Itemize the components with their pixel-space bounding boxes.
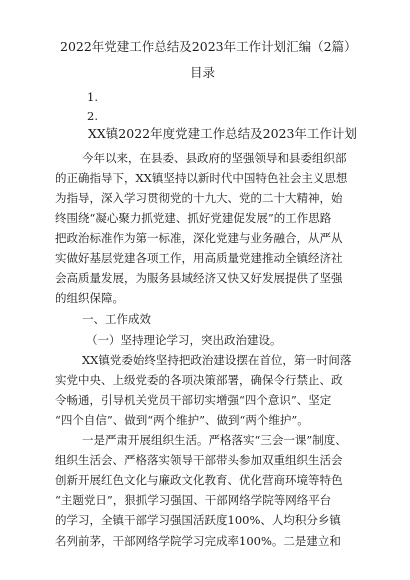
toc-item-1: 1. bbox=[87, 90, 98, 104]
body-line: 实党中央、上级党委的各项决策部署，确保令行禁止、政 bbox=[55, 373, 343, 387]
body-line: 终围绕“凝心聚力抓党建、抓好党建促发展”的工作思路 bbox=[55, 211, 332, 225]
heading-work-results: 一、工作成效 bbox=[82, 312, 151, 326]
section-title: XX镇2022年度党建工作总结及2023年工作计划 bbox=[88, 126, 357, 141]
body-line: 令畅通，引导机关党员干部切实增强“四个意识”、坚定 bbox=[55, 393, 332, 407]
body-line: 把政治标准作为第一标准，深化党建与业务融合，从严从 bbox=[55, 231, 343, 245]
toc-item-2: 2. bbox=[87, 109, 98, 123]
subheading-theory-study: （一）坚持理论学习，突出政治建设。 bbox=[86, 333, 282, 347]
body-line: 一是严肃开展组织生活。严格落实“三会一课”制度、 bbox=[82, 433, 347, 447]
toc-heading: 目录 bbox=[190, 65, 216, 80]
document-title: 2022年党建工作总结及2023年工作计划汇编（2篇） bbox=[60, 39, 357, 54]
body-line: 的正确指导下，XX镇坚持以新时代中国特色社会主义思想 bbox=[55, 171, 348, 185]
body-line: “主题党日”，狠抓学习强国、干部网络学院等网络平台 bbox=[55, 493, 332, 507]
body-line: 的学习，全镇干部学习强国活跃度100%、人均积分乡镇 bbox=[55, 513, 341, 527]
body-line: 名列前茅，干部网络学院学习完成率100%。二是建立和 bbox=[55, 534, 341, 548]
body-line: 今年以来，在县委、县政府的坚强领导和县委组织部 bbox=[82, 151, 347, 165]
body-line: “四个自信”、做到“两个维护”、做到“两个维护”。 bbox=[55, 413, 309, 427]
body-line: 会高质量发展，为服务县域经济又快又好发展提供了坚强 bbox=[55, 271, 343, 285]
body-line: 实做好基层党建各项工作，用高质量党建推动全镇经济社 bbox=[55, 251, 343, 265]
body-line: 组织生活会、严格落实领导干部带头参加双重组织生活会 bbox=[55, 453, 343, 467]
body-line: 为指导，深入学习贯彻党的十九大、党的二十大精神，始 bbox=[55, 191, 343, 205]
body-line: 的组织保障。 bbox=[55, 291, 124, 305]
body-line: XX镇党委始终坚持把政治建设摆在首位，第一时间落 bbox=[82, 353, 352, 367]
body-line: 创新开展红色文化与廉政文化教育、优化营商环境等特色 bbox=[55, 473, 343, 487]
